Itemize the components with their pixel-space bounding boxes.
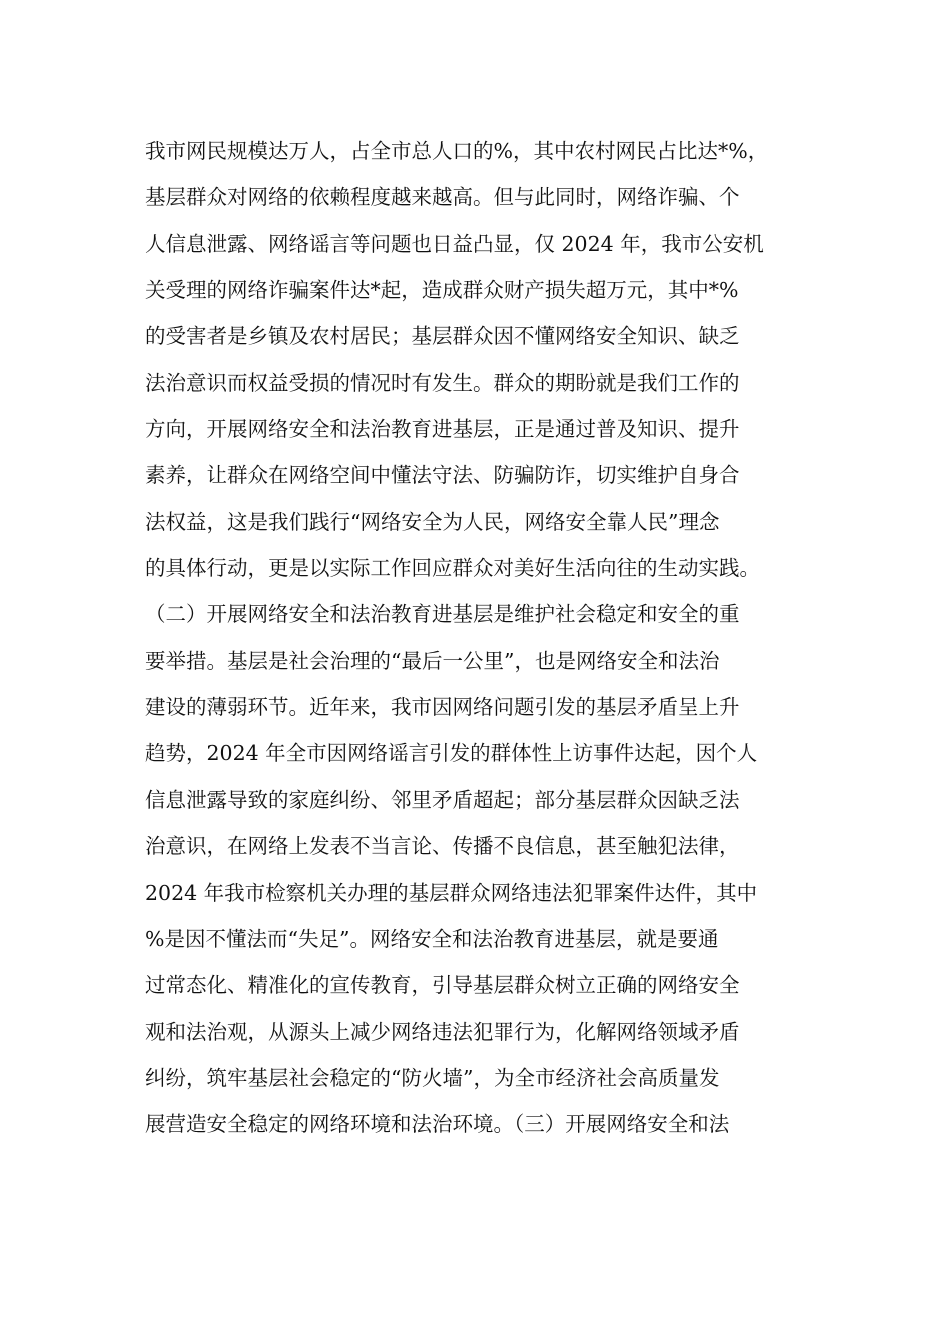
text-line-17: 2024 年我市检察机关办理的基层群众网络违法犯罪案件达件，其中 bbox=[145, 880, 758, 905]
text-line-4: 关受理的网络诈骗案件达*起，造成群众财产损失超万元，其中*% bbox=[145, 278, 739, 303]
text-line-6: 法治意识而权益受损的情况时有发生。群众的期盼就是我们工作的 bbox=[145, 370, 740, 395]
text-line-8: 素养，让群众在网络空间中懂法守法、防骗防诈，切实维护自身合 bbox=[145, 463, 740, 488]
text-line-19: 过常态化、精准化的宣传教育，引导基层群众树立正确的网络安全 bbox=[145, 973, 740, 998]
body-text bbox=[145, 128, 825, 1148]
text-line-14: 趋势，2024 年全市因网络谣言引发的群体性上访事件达起，因个人 bbox=[145, 741, 758, 766]
text-line-3: 人信息泄露、网络谣言等问题也日益凸显，仅 2024 年，我市公安机 bbox=[145, 231, 764, 256]
text-line-12: 要举措。基层是社会治理的“最后一公里”，也是网络安全和法治 bbox=[145, 648, 720, 673]
text-line-11: （二）开展网络安全和法治教育进基层是维护社会稳定和安全的重 bbox=[145, 602, 740, 627]
text-line-22: 展营造安全稳定的网络环境和法治环境。（三）开展网络安全和法 bbox=[145, 1112, 730, 1137]
text-line-1: 我市网民规模达万人，占全市总人口的%，其中农村网民占比达*%， bbox=[145, 139, 769, 163]
text-line-2: 基层群众对网络的依赖程度越来越高。但与此同时，网络诈骗、个 bbox=[145, 185, 740, 210]
text-line-16: 治意识，在网络上发表不当言论、传播不良信息，甚至触犯法律， bbox=[145, 834, 740, 859]
text-line-20: 观和法治观，从源头上减少网络违法犯罪行为，化解网络领域矛盾 bbox=[145, 1019, 740, 1044]
text-line-10: 的具体行动，更是以实际工作回应群众对美好生活向往的生动实践。 bbox=[145, 556, 760, 581]
text-line-21: 纠纷，筑牢基层社会稳定的“防火墙”，为全市经济社会高质量发 bbox=[145, 1065, 720, 1090]
text-line-15: 信息泄露导致的家庭纠纷、邻里矛盾超起；部分基层群众因缺乏法 bbox=[145, 787, 740, 812]
text-line-18: %是因不懂法而“失足”。网络安全和法治教育进基层，就是要通 bbox=[145, 926, 719, 951]
text-line-9: 法权益，这是我们践行“网络安全为人民，网络安全靠人民”理念 bbox=[145, 509, 720, 534]
text-line-5: 的受害者是乡镇及农村居民；基层群众因不懂网络安全知识、缺乏 bbox=[145, 324, 740, 349]
text-line-7: 方向，开展网络安全和法治教育进基层，正是通过普及知识、提升 bbox=[145, 417, 740, 442]
text-line-13: 建设的薄弱环节。近年来，我市因网络问题引发的基层矛盾呈上升 bbox=[145, 695, 740, 720]
